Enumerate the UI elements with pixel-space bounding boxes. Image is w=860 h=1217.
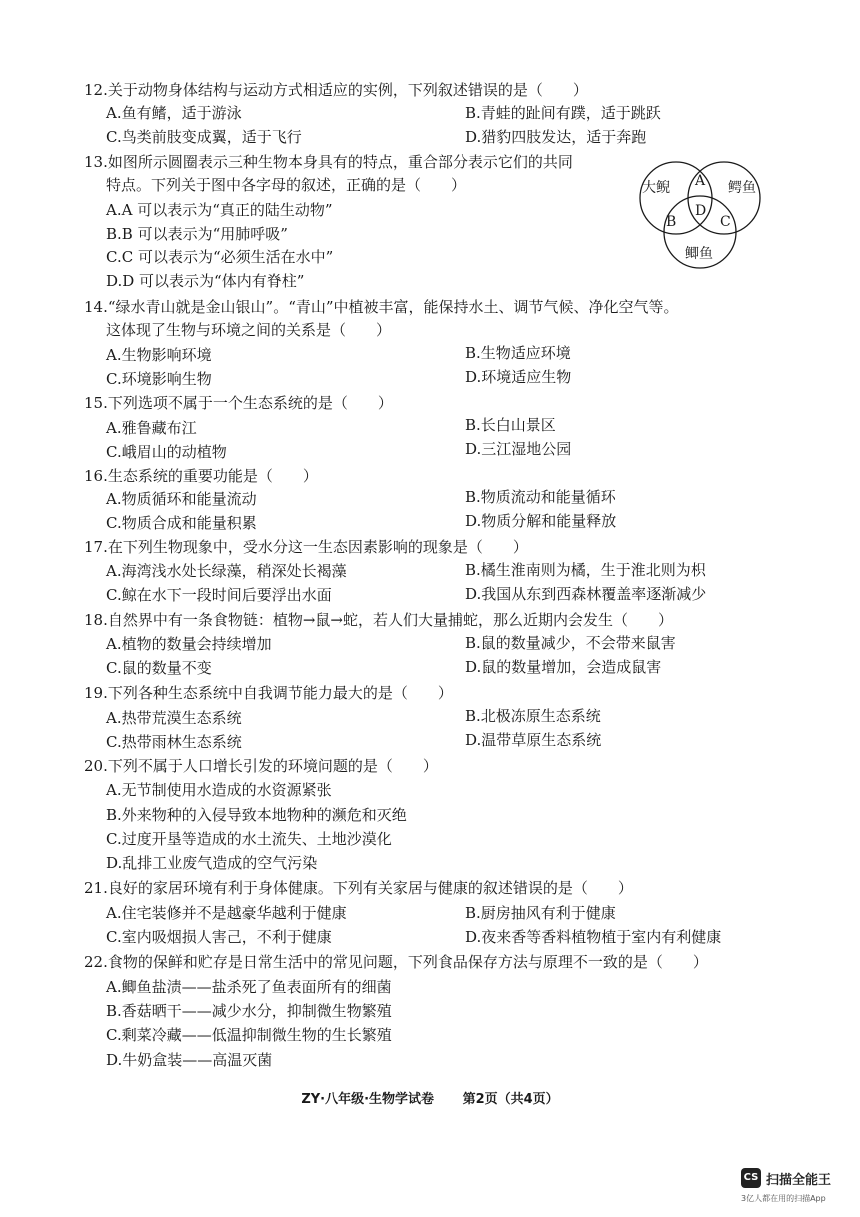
question-17-option-c: C.鲸在水下一段时间后要浮出水面 [106, 586, 332, 604]
question-12-option-b: B.青蛙的趾间有蹼，适于跳跃 [465, 104, 661, 122]
question-18-option-c: C.鼠的数量不变 [106, 659, 212, 677]
question-15-option-c: C.峨眉山的动植物 [106, 443, 227, 461]
venn-diagram [630, 158, 770, 276]
venn-label-jiyu: 鲫鱼 [685, 246, 713, 262]
venn-label-dani: 大鲵 [642, 180, 670, 196]
question-14-stem-line2: 这体现了生物与环境之间的关系是（ ） [106, 321, 392, 339]
question-20-option-c: C.过度开垦等造成的水土流失、土地沙漠化 [106, 830, 392, 848]
question-22-option-c: C.剩菜冷藏——低温抑制微生物的生长繁殖 [106, 1026, 392, 1044]
question-17-option-d: D.我国从东到西森林覆盖率逐渐减少 [465, 585, 707, 603]
question-17-stem: 17.在下列生物现象中，受水分这一生态因素影响的现象是（ ） [84, 538, 528, 556]
question-14-stem-line1: 14.“绿水青山就是金山银山”。“青山”中植被丰富，能保持水土、调节气候、净化空气等。 [84, 298, 679, 316]
question-17-option-b: B.橘生淮南则为橘，生于淮北则为枳 [465, 561, 706, 579]
venn-region-a: A [695, 173, 706, 189]
page-footer [0, 1088, 860, 1107]
question-21-option-b: B.厨房抽风有利于健康 [465, 904, 616, 922]
question-13-option-c: C.C 可以表示为“必须生活在水中” [106, 248, 334, 266]
question-12-option-d: D.猎豹四肢发达，适于奔跑 [465, 128, 647, 146]
question-21-option-d: D.夜来香等香料植物植于室内有利健康 [465, 928, 722, 946]
question-20-option-d: D.乱排工业废气造成的空气污染 [106, 854, 318, 872]
venn-region-d: D [695, 203, 707, 219]
question-19-stem: 19.下列各种生态系统中自我调节能力最大的是（ ） [84, 684, 453, 702]
question-20-option-a: A.无节制使用水造成的水资源紧张 [106, 781, 332, 799]
question-14-option-c: C.环境影响生物 [106, 370, 212, 388]
question-21-stem: 21.良好的家居环境有利于身体健康。下列有关家居与健康的叙述错误的是（ ） [84, 879, 633, 897]
question-22-stem: 22.食物的保鲜和贮存是日常生活中的常见问题，下列食品保存方法与原理不一致的是（ ） [84, 953, 708, 971]
question-15-option-b: B.长白山景区 [465, 416, 556, 434]
question-22-option-d: D.牛奶盒装——高温灭菌 [106, 1051, 273, 1069]
question-19-option-c: C.热带雨林生态系统 [106, 733, 242, 751]
question-18-stem: 18.自然界中有一条食物链：植物→鼠→蛇，若人们大量捕蛇，那么近期内会发生（ ） [84, 611, 673, 629]
question-20-stem: 20.下列不属于人口增长引发的环境问题的是（ ） [84, 757, 438, 775]
question-14-option-d: D.环境适应生物 [465, 368, 572, 386]
question-19-option-a: A.热带荒漠生态系统 [106, 709, 242, 727]
camscanner-logo-icon: CS [741, 1168, 761, 1188]
question-20-option-b: B.外来物种的入侵导致本地物种的濒危和灭绝 [106, 806, 407, 824]
question-16-option-a: A.物质循环和能量流动 [106, 490, 257, 508]
venn-region-c: C [720, 214, 731, 230]
camscanner-tagline: 3亿人都在用的扫描App [741, 1194, 826, 1203]
venn-svg [630, 158, 770, 276]
question-16-option-b: B.物质流动和能量循环 [465, 488, 616, 506]
question-13-option-b: B.B 可以表示为“用肺呼吸” [106, 225, 288, 243]
question-19-option-b: B.北极冻原生态系统 [465, 707, 601, 725]
question-13-stem-line2: 特点。下列关于图中各字母的叙述，正确的是（ ） [106, 176, 467, 194]
question-22-option-b: B.香菇晒干——减少水分，抑制微生物繁殖 [106, 1002, 392, 1020]
question-15-option-a: A.雅鲁藏布江 [106, 419, 197, 437]
question-13-option-d: D.D 可以表示为“体内有脊柱” [106, 272, 305, 290]
question-16-stem: 16.生态系统的重要功能是（ ） [84, 467, 318, 485]
question-18-option-d: D.鼠的数量增加，会造成鼠害 [465, 658, 662, 676]
question-18-option-b: B.鼠的数量减少，不会带来鼠害 [465, 634, 676, 652]
question-13-option-a: A.A 可以表示为“真正的陆生动物” [106, 201, 333, 219]
question-12-option-a: A.鱼有鳍，适于游泳 [106, 104, 242, 122]
question-18-option-a: A.植物的数量会持续增加 [106, 635, 272, 653]
camscanner-name: 扫描全能王 [766, 1173, 832, 1188]
question-15-stem: 15.下列选项不属于一个生态系统的是（ ） [84, 394, 393, 412]
question-17-option-a: A.海湾浅水处长绿藻，稍深处长褐藻 [106, 562, 347, 580]
venn-label-eyu: 鳄鱼 [728, 180, 756, 196]
question-14-option-a: A.生物影响环境 [106, 346, 212, 364]
question-16-option-d: D.物质分解和能量释放 [465, 512, 617, 530]
question-15-option-d: D.三江湿地公园 [465, 440, 572, 458]
question-12-option-c: C.鸟类前肢变成翼，适于飞行 [106, 128, 302, 146]
question-22-option-a: A.鲫鱼盐渍——盐杀死了鱼表面所有的细菌 [106, 978, 392, 996]
question-14-option-b: B.生物适应环境 [465, 344, 571, 362]
question-16-option-c: C.物质合成和能量积累 [106, 514, 257, 532]
footer-exam-title: ZY·八年级·生物学试卷 [301, 1092, 435, 1107]
footer-page-number: 第2页（共4页） [462, 1092, 559, 1107]
question-12-stem: 12.关于动物身体结构与运动方式相适应的实例，下列叙述错误的是（ ） [84, 81, 588, 99]
question-21-option-a: A.住宅装修并不是越豪华越利于健康 [106, 904, 347, 922]
venn-region-b: B [666, 214, 677, 230]
question-13-stem-line1: 13.如图所示圆圈表示三种生物本身具有的特点，重合部分表示它们的共同 [84, 153, 573, 171]
question-21-option-c: C.室内吸烟损人害己，不利于健康 [106, 928, 332, 946]
question-19-option-d: D.温带草原生态系统 [465, 731, 602, 749]
